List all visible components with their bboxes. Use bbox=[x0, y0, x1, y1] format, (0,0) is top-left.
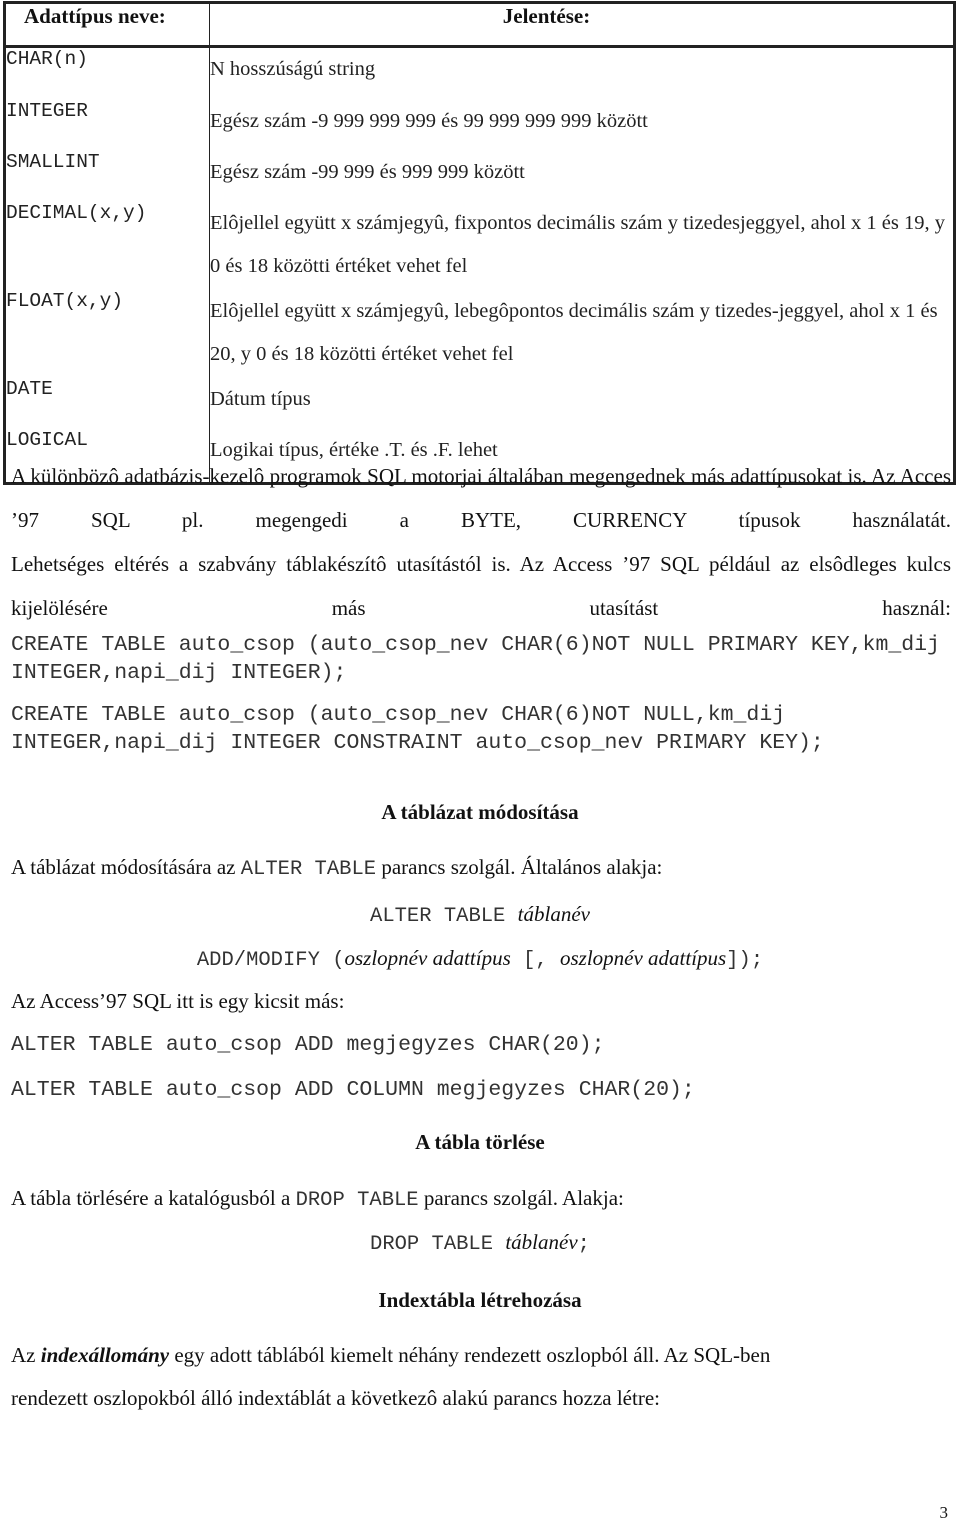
type-name: FLOAT(x,y) bbox=[5, 290, 210, 378]
syntax-code: DROP TABLE bbox=[370, 1233, 506, 1256]
table-row bbox=[5, 47, 955, 101]
type-name: INTEGER bbox=[5, 100, 210, 151]
modify-intro bbox=[11, 855, 662, 881]
syntax-code: ALTER TABLE bbox=[370, 905, 518, 928]
type-name: SMALLINT bbox=[5, 151, 210, 202]
header-type-name: Adattípus neve: bbox=[5, 3, 210, 47]
drop-intro bbox=[11, 1186, 624, 1212]
sql-alter-2 bbox=[11, 1076, 695, 1102]
type-desc: Egész szám -9 999 999 999 és 99 999 999 999 között bbox=[210, 100, 955, 151]
sql-code: ALTER TABLE auto_csop ADD megjegyzes CHAR(20); bbox=[11, 1033, 605, 1057]
type-desc: Dátum típus bbox=[210, 378, 955, 429]
syntax-placeholder: táblanév bbox=[505, 1230, 578, 1254]
table-row bbox=[5, 100, 955, 151]
alter-syntax-line-1 bbox=[0, 902, 960, 928]
table-row bbox=[5, 151, 955, 202]
alter-table-keyword: ALTER TABLE bbox=[240, 858, 377, 881]
sql-code: ALTER TABLE auto_csop ADD COLUMN megjegyzes CHAR(20); bbox=[11, 1078, 695, 1102]
drop-syntax bbox=[0, 1230, 960, 1256]
type-desc: N hosszúságú string bbox=[210, 47, 955, 101]
syntax-code: ; bbox=[577, 1233, 590, 1256]
index-term: indexállomány bbox=[40, 1343, 170, 1367]
syntax-code: ADD/MODIFY ( bbox=[196, 949, 345, 972]
syntax-code: [, bbox=[510, 949, 560, 972]
type-name: DATE bbox=[5, 378, 210, 429]
syntax-placeholder: oszlopnév adattípus bbox=[344, 946, 511, 970]
type-desc: Elôjellel együtt x számjegyû, fixpontos decimális szám y tizedesjeggyel, ahol x 1 és 19, y 0 és 18 közötti értéket vehet fel bbox=[210, 202, 955, 290]
index-text: egy adott táblából kiemelt néhány rendezett oszlopból áll. Az SQL-ben bbox=[169, 1343, 771, 1367]
heading-index-create: Indextábla létrehozása bbox=[378, 1288, 582, 1312]
drop-intro-text: A tábla törlésére a katalógusból a bbox=[11, 1186, 296, 1210]
table-row bbox=[5, 290, 955, 378]
index-paragraph-line-1 bbox=[11, 1343, 951, 1368]
syntax-code: ]); bbox=[726, 949, 764, 972]
sql-alter-1 bbox=[11, 1031, 605, 1057]
sql-create-table-1: CREATE TABLE auto_csop (auto_csop_nev CHAR(6)NOT NULL PRIMARY KEY,km_dij INTEGER,napi_dij INTEGER); bbox=[11, 633, 953, 685]
modify-intro-text: A táblázat módosítására az bbox=[11, 855, 241, 879]
page-number: 3 bbox=[939, 1503, 948, 1522]
access-note: Az Access’97 SQL itt is egy kicsit más: bbox=[11, 989, 345, 1013]
heading-table-modify: A táblázat módosítása bbox=[381, 800, 579, 824]
header-meaning: Jelentése: bbox=[210, 3, 955, 47]
data-type-table bbox=[3, 1, 956, 485]
type-desc: Egész szám -99 999 és 999 999 között bbox=[210, 151, 955, 202]
table-row bbox=[5, 202, 955, 290]
drop-intro-text: parancs szolgál. Alakja: bbox=[418, 1186, 624, 1210]
modify-intro-text: parancs szolgál. Általános alakja: bbox=[376, 855, 663, 879]
type-name: LOGICAL bbox=[5, 429, 210, 484]
type-name: CHAR(n) bbox=[5, 47, 210, 101]
type-name: DECIMAL(x,y) bbox=[5, 202, 210, 290]
paragraph-primary-key: Lehetséges eltérés a szabvány táblakészítô utasítástól is. Az Access ’97 SQL például az elsôdleges kulcs kijelölésére más utasítást használ: bbox=[11, 552, 951, 620]
sql-create-table-2: CREATE TABLE auto_csop (auto_csop_nev CHAR(6)NOT NULL,km_dij INTEGER,napi_dij INTEGER CONSTRAINT auto_csop_nev PRIMARY KEY); bbox=[11, 703, 824, 755]
index-text: Az bbox=[11, 1343, 41, 1367]
syntax-placeholder: táblanév bbox=[517, 902, 590, 926]
alter-syntax-line-2 bbox=[0, 946, 960, 972]
table-row bbox=[5, 378, 955, 429]
drop-table-keyword: DROP TABLE bbox=[295, 1189, 419, 1212]
type-desc: Logikai típus, értéke .T. és .F. lehet bbox=[210, 429, 955, 484]
type-desc: Elôjellel együtt x számjegyû, lebegôpontos decimális szám y tizedes-jeggyel, ahol x 1 és 20, y 0 és 18 közötti értéket vehet fel bbox=[210, 290, 955, 378]
index-paragraph-line-2: rendezett oszlopokból álló indextáblát a következô alakú parancs hozza létre: bbox=[11, 1386, 660, 1410]
syntax-placeholder: oszlopnév adattípus bbox=[559, 946, 727, 970]
paragraph-other-types: A különbözô adatbázis-kezelô programok SQL motorjai általában megengednek más adattípusokat is. Az Acces ’97 SQL pl. megengedi a BYTE, CURRENCY típusok használatát. bbox=[11, 464, 951, 532]
heading-table-drop: A tábla törlése bbox=[415, 1130, 545, 1154]
